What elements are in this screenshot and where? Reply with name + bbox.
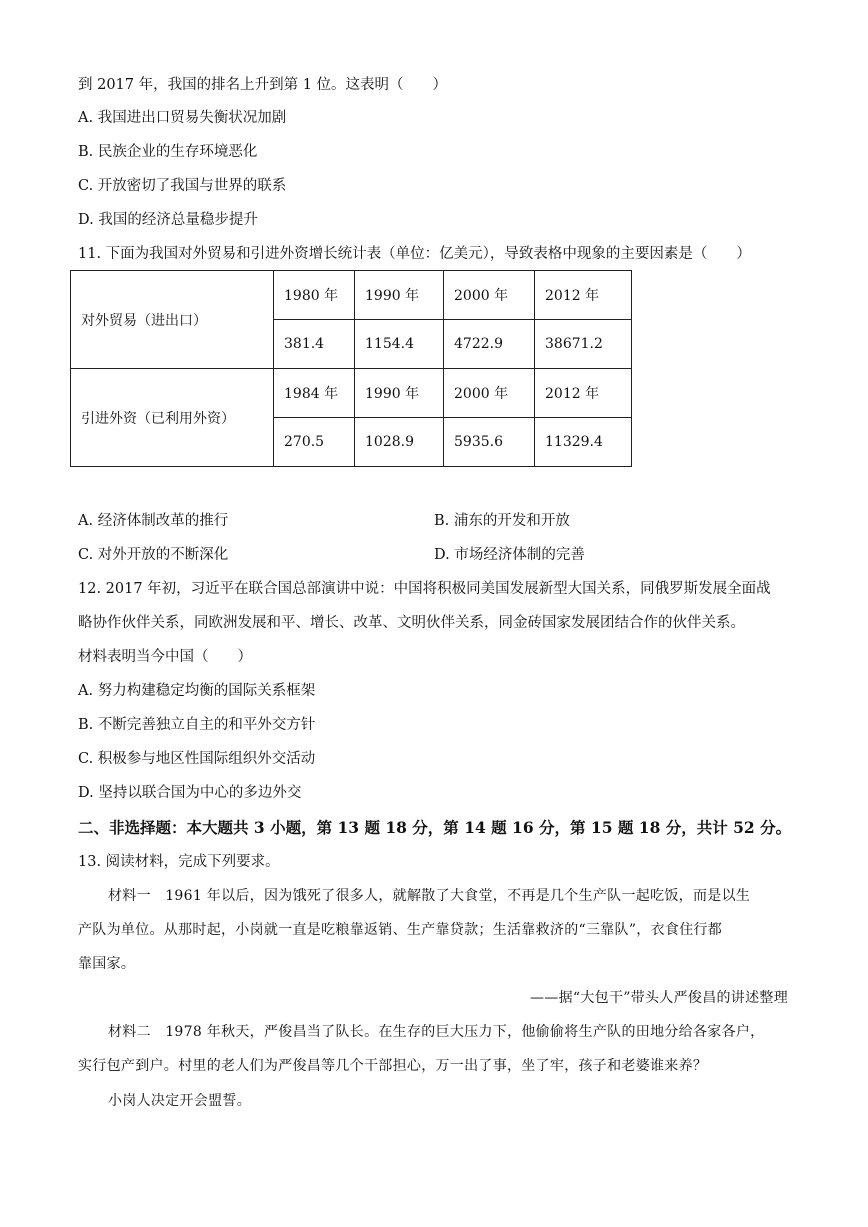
- fdi-year-cell: 2012 年: [535, 369, 632, 418]
- q11-option-b: B. 浦东的开发和开放: [434, 513, 570, 529]
- material-2-line-1: 材料二 1978 年秋天，严俊昌当了队长。在生存的巨大压力下，他偷偷将生产队的田地分给各家各户，: [108, 1024, 765, 1040]
- trade-value-cell: 381.4: [274, 320, 355, 369]
- trade-year-cell: 1980 年: [274, 271, 355, 320]
- fdi-year-cell: 1984 年: [274, 369, 355, 418]
- q12-option-d: D. 坚持以联合国为中心的多边外交: [78, 785, 302, 801]
- material-1-line-1: 材料一 1961 年以后，因为饿死了很多人，就解散了大食堂，不再是几个生产队一起吃饭，而是以生: [108, 888, 751, 904]
- q13-stem: 13. 阅读材料，完成下列要求。: [78, 854, 280, 870]
- fdi-value-cell: 270.5: [274, 418, 355, 467]
- q12-option-c: C. 积极参与地区性国际组织外交活动: [78, 751, 316, 767]
- section-heading: 二、非选择题：本大题共 3 小题，第 13 题 18 分，第 14 题 16 分，第 15 题 18 分，共计 52 分。: [78, 818, 792, 837]
- trade-year-cell: 1990 年: [355, 271, 444, 320]
- q12-option-b: B. 不断完善独立自主的和平外交方针: [78, 717, 316, 733]
- q11-option-d: D. 市场经济体制的完善: [434, 547, 585, 563]
- trade-year-cell: 2012 年: [535, 271, 632, 320]
- fdi-value-cell: 11329.4: [535, 418, 632, 467]
- material-1-line-2: 产队为单位。从那时起，小岗就一直是吃粮靠返销、生产靠贷款；生活靠救济的“三靠队”，衣食住行都: [78, 922, 723, 938]
- trade-value-cell: 38671.2: [535, 320, 632, 369]
- q11-option-a: A. 经济体制改革的推行: [78, 513, 229, 529]
- fdi-value-cell: 5935.6: [444, 418, 535, 467]
- material-1-source: ——据“大包干”带头人严俊昌的讲述整理: [529, 990, 788, 1006]
- q12-option-a: A. 努力构建稳定均衡的国际关系框架: [78, 683, 316, 699]
- trade-value-cell: 1154.4: [355, 320, 444, 369]
- material-2-line-3: 小岗人决定开会盟誓。: [108, 1093, 251, 1109]
- trade-year-cell: 2000 年: [444, 271, 535, 320]
- fdi-year-cell: 1990 年: [355, 369, 444, 418]
- q10-option-b: B. 民族企业的生存环境恶化: [78, 144, 258, 160]
- q12-stem-line-2: 略协作伙伴关系，同欧洲发展和平、增长、改革、文明伙伴关系，同金砖国家发展团结合作的伙伴关系。: [78, 615, 745, 631]
- q10-option-c: C. 开放密切了我国与世界的联系: [78, 178, 287, 194]
- q12-stem-line-1: 12. 2017 年初，习近平在联合国总部演讲中说：中国将积极同美国发展新型大国关系，同俄罗斯发展全面战: [78, 581, 771, 597]
- q11-stats-table: [70, 270, 632, 467]
- q12-stem-line-3: 材料表明当今中国（ ）: [78, 649, 252, 665]
- fdi-label: 引进外资（已利用外资）: [71, 369, 274, 467]
- fdi-value-cell: 1028.9: [355, 418, 444, 467]
- material-1-line-3: 靠国家。: [78, 956, 136, 972]
- fdi-year-cell: 2000 年: [444, 369, 535, 418]
- trade-value-cell: 4722.9: [444, 320, 535, 369]
- material-2-line-2: 实行包产到户。村里的老人们为严俊昌等几个干部担心，万一出了事，坐了牢，孩子和老婆谁来养？: [78, 1058, 708, 1074]
- q11-option-c: C. 对外开放的不断深化: [78, 547, 229, 563]
- q10-option-d: D. 我国的经济总量稳步提升: [78, 212, 258, 228]
- trade-label: 对外贸易（进出口）: [71, 271, 274, 369]
- q10-stem-end: 到 2017 年，我国的排名上升到第 1 位。这表明（ ）: [78, 77, 448, 93]
- q10-option-a: A. 我国进出口贸易失衡状况加剧: [78, 110, 287, 126]
- q11-stem: 11. 下面为我国对外贸易和引进外资增长统计表（单位：亿美元），导致表格中现象的主要因素是（ ）: [78, 246, 751, 262]
